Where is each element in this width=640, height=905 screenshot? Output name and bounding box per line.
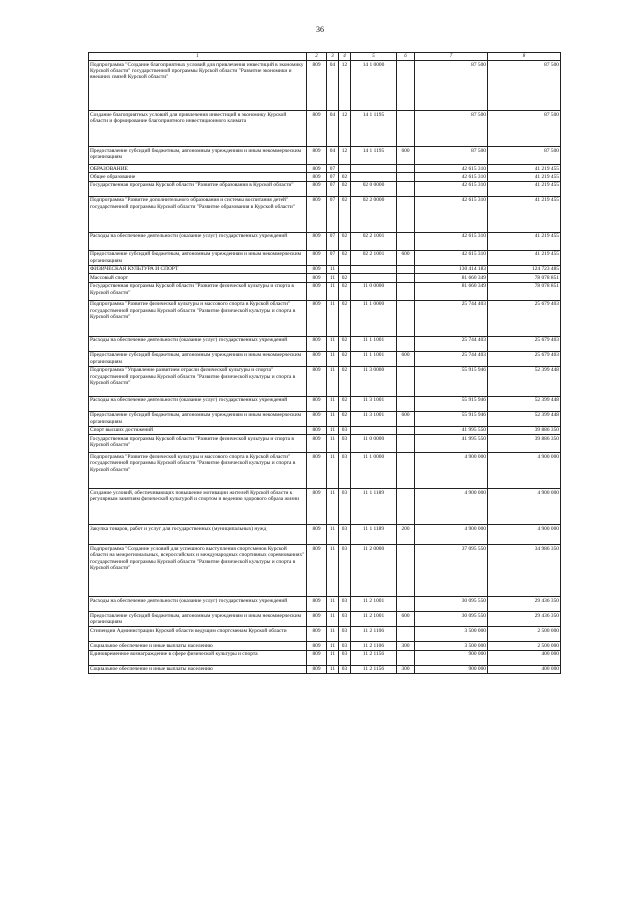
row-target-article: 14 1 1195 <box>351 111 397 147</box>
row-expense-type <box>397 181 415 196</box>
row-section: 11 <box>327 650 339 665</box>
row-code: 809 <box>307 650 327 665</box>
row-target-article: 02 2 1001 <box>351 232 397 250</box>
table-row <box>89 181 561 196</box>
row-target-article: 14 1 1195 <box>351 147 397 165</box>
row-amount-1: 30 095 550 <box>415 612 488 627</box>
row-subsection: 02 <box>339 181 351 196</box>
row-subsection: 12 <box>339 147 351 165</box>
row-expense-type <box>397 650 415 665</box>
row-code: 809 <box>307 250 327 265</box>
row-code: 809 <box>307 612 327 627</box>
row-amount-2: 25 679 403 <box>488 351 561 366</box>
row-code: 809 <box>307 435 327 453</box>
row-amount-1: 87 500 <box>415 147 488 165</box>
row-expense-type: 300 <box>397 642 415 650</box>
row-section: 11 <box>327 426 339 434</box>
table-row <box>89 453 561 489</box>
row-section: 07 <box>327 181 339 196</box>
row-subsection: 03 <box>339 627 351 642</box>
row-amount-1: 41 995 550 <box>415 426 488 434</box>
row-expense-type <box>397 366 415 396</box>
row-section: 11 <box>327 665 339 673</box>
row-name: Общее образование <box>89 173 307 181</box>
row-section: 11 <box>327 545 339 597</box>
row-target-article: 11 3 0000 <box>351 366 397 396</box>
row-code: 809 <box>307 232 327 250</box>
row-name: Подпрограмма "Развитие физической культуры и массового спорта в Курской области" государственной программы Курской области "Развитие физической культуры и спорта в Курской области" <box>89 453 307 489</box>
row-name: Государственная программа Курской области "Развитие образования в Курской области" <box>89 181 307 196</box>
row-target-article: 11 0 0000 <box>351 282 397 300</box>
row-name: Предоставление субсидий бюджетным, автономным учреждениям и иным некоммерческим организациям <box>89 612 307 627</box>
row-amount-2: 29 436 350 <box>488 612 561 627</box>
row-name: Закупка товаров, работ и услуг для государственных (муниципальных) нужд <box>89 525 307 545</box>
row-subsection: 02 <box>339 351 351 366</box>
row-expense-type <box>397 545 415 597</box>
row-subsection: 02 <box>339 196 351 232</box>
table-row <box>89 665 561 673</box>
row-name: Государственная программа Курской области "Развитие физической культуры и спорта в Курской области" <box>89 282 307 300</box>
row-amount-2: 124 723 485 <box>488 265 561 273</box>
row-amount-2: 400 000 <box>488 665 561 673</box>
row-section: 11 <box>327 282 339 300</box>
row-name: Расходы на обеспечение деятельности (оказание услуг) государственных учреждений <box>89 336 307 351</box>
row-subsection: 03 <box>339 650 351 665</box>
row-amount-2: 52 399 448 <box>488 396 561 411</box>
row-code: 809 <box>307 147 327 165</box>
row-amount-2: 2 500 000 <box>488 642 561 650</box>
row-code: 809 <box>307 111 327 147</box>
row-name: Расходы на обеспечение деятельности (оказание услуг) государственных учреждений <box>89 232 307 250</box>
row-subsection: 03 <box>339 665 351 673</box>
row-subsection: 03 <box>339 612 351 627</box>
table-row <box>89 300 561 336</box>
row-amount-1: 42 615 310 <box>415 196 488 232</box>
table-body <box>89 61 561 674</box>
row-amount-2: 2 500 000 <box>488 627 561 642</box>
row-amount-1: 81 660 349 <box>415 282 488 300</box>
row-expense-type <box>397 453 415 489</box>
row-expense-type <box>397 489 415 525</box>
row-expense-type: 600 <box>397 250 415 265</box>
row-target-article: 11 1 1001 <box>351 351 397 366</box>
row-name: Расходы на обеспечение деятельности (оказание услуг) государственных учреждений <box>89 396 307 411</box>
row-amount-2: 41 219 455 <box>488 250 561 265</box>
row-amount-2: 25 679 403 <box>488 336 561 351</box>
row-amount-2: 400 000 <box>488 650 561 665</box>
row-amount-1: 41 995 550 <box>415 435 488 453</box>
row-amount-2: 87 500 <box>488 61 561 111</box>
row-amount-1: 42 615 310 <box>415 173 488 181</box>
row-amount-2: 4 900 000 <box>488 489 561 525</box>
row-subsection: 02 <box>339 250 351 265</box>
row-code: 809 <box>307 282 327 300</box>
table-row <box>89 627 561 642</box>
row-code: 809 <box>307 165 327 173</box>
row-section: 07 <box>327 165 339 173</box>
row-code: 809 <box>307 181 327 196</box>
table-row <box>89 435 561 453</box>
row-subsection <box>339 265 351 273</box>
row-section: 11 <box>327 525 339 545</box>
row-amount-1: 55 915 946 <box>415 411 488 426</box>
row-target-article <box>351 173 397 181</box>
column-header: 8 <box>488 53 561 61</box>
table-row <box>89 147 561 165</box>
row-code: 809 <box>307 396 327 411</box>
row-amount-2: 41 219 455 <box>488 165 561 173</box>
row-amount-2: 78 078 851 <box>488 274 561 282</box>
row-amount-2: 4 900 000 <box>488 453 561 489</box>
row-amount-2: 41 219 455 <box>488 232 561 250</box>
row-expense-type <box>397 61 415 111</box>
table-row <box>89 265 561 273</box>
header-row <box>89 53 561 61</box>
row-amount-2: 39 886 350 <box>488 426 561 434</box>
row-section: 11 <box>327 597 339 612</box>
row-code: 809 <box>307 274 327 282</box>
row-section: 04 <box>327 111 339 147</box>
row-expense-type <box>397 336 415 351</box>
row-expense-type <box>397 396 415 411</box>
row-amount-1: 87 500 <box>415 111 488 147</box>
row-subsection: 03 <box>339 489 351 525</box>
row-amount-2: 34 986 350 <box>488 545 561 597</box>
row-code: 809 <box>307 627 327 642</box>
row-expense-type: 600 <box>397 612 415 627</box>
row-section: 11 <box>327 366 339 396</box>
row-name: Подпрограмма "Развитие физической культуры и массового спорта в Курской области" государственной программы Курской области "Развитие физической культуры и спорта в Курской области" <box>89 300 307 336</box>
row-section: 11 <box>327 642 339 650</box>
row-amount-2: 39 886 350 <box>488 435 561 453</box>
row-subsection: 02 <box>339 336 351 351</box>
row-amount-1: 42 615 310 <box>415 165 488 173</box>
row-name: Спорт высших достижений <box>89 426 307 434</box>
row-code: 809 <box>307 351 327 366</box>
row-target-article: 02 2 0000 <box>351 196 397 232</box>
row-amount-1: 900 000 <box>415 665 488 673</box>
row-subsection: 02 <box>339 366 351 396</box>
row-section: 07 <box>327 232 339 250</box>
row-expense-type <box>397 300 415 336</box>
row-amount-2: 25 679 403 <box>488 300 561 336</box>
row-code: 809 <box>307 426 327 434</box>
column-header: 3 <box>327 53 339 61</box>
row-subsection: 03 <box>339 642 351 650</box>
row-name: Подпрограмма "Создание благоприятных условий для привлечения инвестиций в экономику Курской области" государственной программы Курской области "Развитие экономики и внешних связей Курской области" <box>89 61 307 111</box>
row-section: 11 <box>327 435 339 453</box>
row-code: 809 <box>307 489 327 525</box>
table-row <box>89 165 561 173</box>
table-row <box>89 232 561 250</box>
row-subsection: 02 <box>339 396 351 411</box>
table-row <box>89 411 561 426</box>
row-amount-1: 87 500 <box>415 61 488 111</box>
row-expense-type <box>397 627 415 642</box>
row-code: 809 <box>307 642 327 650</box>
row-code: 809 <box>307 665 327 673</box>
row-code: 809 <box>307 545 327 597</box>
row-subsection: 12 <box>339 61 351 111</box>
row-code: 809 <box>307 173 327 181</box>
row-subsection: 02 <box>339 411 351 426</box>
row-expense-type: 600 <box>397 351 415 366</box>
column-header: 1 <box>89 53 307 61</box>
row-subsection: 02 <box>339 232 351 250</box>
row-expense-type: 600 <box>397 411 415 426</box>
column-header: 2 <box>307 53 327 61</box>
row-amount-1: 4 900 000 <box>415 525 488 545</box>
row-target-article: 11 2 1156 <box>351 650 397 665</box>
row-name: Предоставление субсидий бюджетным, автономным учреждениям и иным некоммерческим организациям <box>89 411 307 426</box>
row-name: Расходы на обеспечение деятельности (оказание услуг) государственных учреждений <box>89 597 307 612</box>
row-name: Единовременное вознаграждение в сфере физической культуры и спорта <box>89 650 307 665</box>
row-name: Создание благоприятных условий для привлечения инвестиций в экономику Курской области и формирование благоприятного инвестиционного климата <box>89 111 307 147</box>
row-code: 809 <box>307 336 327 351</box>
row-amount-2: 41 219 455 <box>488 196 561 232</box>
table-row <box>89 650 561 665</box>
row-target-article: 11 2 1106 <box>351 627 397 642</box>
row-subsection: 03 <box>339 453 351 489</box>
row-amount-1: 42 615 310 <box>415 181 488 196</box>
row-expense-type <box>397 426 415 434</box>
row-section: 11 <box>327 453 339 489</box>
row-amount-1: 81 660 349 <box>415 274 488 282</box>
row-target-article <box>351 165 397 173</box>
row-section: 11 <box>327 489 339 525</box>
table-row <box>89 612 561 627</box>
row-name: Предоставление субсидий бюджетным, автономным учреждениям и иным некоммерческим организациям <box>89 351 307 366</box>
row-target-article <box>351 274 397 282</box>
row-section: 04 <box>327 61 339 111</box>
row-amount-2: 52 399 448 <box>488 411 561 426</box>
table-row <box>89 642 561 650</box>
row-code: 809 <box>307 61 327 111</box>
row-name: Подпрограмма "Развитие дополнительного образования и системы воспитания детей" государственной программы Курской области "Развитие образования в Курской области" <box>89 196 307 232</box>
row-subsection: 02 <box>339 282 351 300</box>
table-row <box>89 426 561 434</box>
row-target-article: 11 2 1156 <box>351 665 397 673</box>
row-expense-type <box>397 274 415 282</box>
table-row <box>89 282 561 300</box>
budget-table <box>88 52 561 674</box>
row-subsection: 03 <box>339 525 351 545</box>
row-amount-1: 25 744 403 <box>415 300 488 336</box>
row-section: 07 <box>327 173 339 181</box>
row-expense-type <box>397 173 415 181</box>
row-code: 809 <box>307 411 327 426</box>
row-target-article: 11 2 1001 <box>351 612 397 627</box>
row-target-article: 11 3 1001 <box>351 411 397 426</box>
row-subsection: 03 <box>339 426 351 434</box>
row-target-article: 11 0 0000 <box>351 435 397 453</box>
row-expense-type <box>397 232 415 250</box>
row-code: 809 <box>307 300 327 336</box>
row-amount-2: 29 436 350 <box>488 597 561 612</box>
row-amount-1: 25 744 403 <box>415 336 488 351</box>
row-subsection: 02 <box>339 300 351 336</box>
row-expense-type <box>397 196 415 232</box>
row-subsection: 03 <box>339 545 351 597</box>
row-target-article: 11 2 0000 <box>351 545 397 597</box>
row-target-article: 11 3 1001 <box>351 396 397 411</box>
row-target-article <box>351 426 397 434</box>
row-amount-1: 30 095 550 <box>415 597 488 612</box>
page-number: 36 <box>316 25 324 34</box>
table-row <box>89 489 561 525</box>
table-row <box>89 545 561 597</box>
row-name: ОБРАЗОВАНИЕ <box>89 165 307 173</box>
table-row <box>89 351 561 366</box>
row-subsection: 03 <box>339 435 351 453</box>
row-code: 809 <box>307 453 327 489</box>
table-row <box>89 597 561 612</box>
row-subsection: 03 <box>339 597 351 612</box>
table-row <box>89 111 561 147</box>
row-amount-1: 37 095 550 <box>415 545 488 597</box>
table-row <box>89 366 561 396</box>
column-header: 4 <box>339 53 351 61</box>
table-row <box>89 173 561 181</box>
table-row <box>89 274 561 282</box>
row-expense-type: 300 <box>397 665 415 673</box>
table-row <box>89 336 561 351</box>
row-section: 11 <box>327 336 339 351</box>
row-amount-1: 4 900 000 <box>415 489 488 525</box>
row-name: Создание условий, обеспечивающих повышение мотивации жителей Курской области к регулярным занятиям физической культурой и спортом и ведению здорового образа жизни <box>89 489 307 525</box>
row-section: 11 <box>327 627 339 642</box>
row-amount-1: 4 900 000 <box>415 453 488 489</box>
row-section: 11 <box>327 265 339 273</box>
row-subsection: 12 <box>339 111 351 147</box>
row-expense-type <box>397 435 415 453</box>
row-amount-2: 41 219 455 <box>488 173 561 181</box>
row-target-article: 11 1 1001 <box>351 336 397 351</box>
row-amount-1: 42 615 310 <box>415 250 488 265</box>
row-name: Стипендии Администрации Курской области ведущим спортсменам Курской области <box>89 627 307 642</box>
row-target-article: 11 1 1189 <box>351 489 397 525</box>
row-target-article: 11 1 0000 <box>351 300 397 336</box>
row-amount-2: 41 219 455 <box>488 181 561 196</box>
row-name: Массовый спорт <box>89 274 307 282</box>
row-name: Социальное обеспечение и иные выплаты населению <box>89 642 307 650</box>
row-section: 11 <box>327 300 339 336</box>
row-expense-type: 600 <box>397 147 415 165</box>
table-row <box>89 250 561 265</box>
row-section: 07 <box>327 250 339 265</box>
row-expense-type <box>397 111 415 147</box>
row-amount-1: 25 744 403 <box>415 351 488 366</box>
row-subsection: 02 <box>339 274 351 282</box>
row-section: 11 <box>327 411 339 426</box>
row-section: 11 <box>327 396 339 411</box>
row-target-article: 11 2 1001 <box>351 597 397 612</box>
row-section: 11 <box>327 274 339 282</box>
row-amount-1: 3 500 000 <box>415 627 488 642</box>
row-expense-type <box>397 282 415 300</box>
row-expense-type <box>397 265 415 273</box>
row-expense-type <box>397 597 415 612</box>
row-code: 809 <box>307 597 327 612</box>
row-target-article: 11 2 1106 <box>351 642 397 650</box>
column-header: 6 <box>397 53 415 61</box>
row-code: 809 <box>307 525 327 545</box>
row-target-article: 14 1 0000 <box>351 61 397 111</box>
row-amount-2: 52 399 448 <box>488 366 561 396</box>
column-header: 7 <box>415 53 488 61</box>
row-name: ФИЗИЧЕСКАЯ КУЛЬТУРА И СПОРТ <box>89 265 307 273</box>
row-expense-type <box>397 165 415 173</box>
table-row <box>89 525 561 545</box>
row-code: 809 <box>307 196 327 232</box>
row-target-article <box>351 265 397 273</box>
row-amount-2: 87 500 <box>488 111 561 147</box>
row-section: 04 <box>327 147 339 165</box>
row-amount-1: 900 000 <box>415 650 488 665</box>
row-name: Подпрограмма "Управление развитием отрасли физической культуры и спорта" государственной программы Курской области "Развитие физической культуры и спорта в Курской области" <box>89 366 307 396</box>
column-header: 5 <box>351 53 397 61</box>
row-amount-1: 3 500 000 <box>415 642 488 650</box>
row-amount-2: 78 078 851 <box>488 282 561 300</box>
row-name: Предоставление субсидий бюджетным, автономным учреждениям и иным некоммерческим организациям <box>89 147 307 165</box>
row-name: Подпрограмма "Создание условий для успешного выступления спортсменов Курской области на межрегиональных, всероссийских и международных спортивных соревнованиях" государственной программы Курской области "Развитие физической культуры и спорта в Курской области" <box>89 545 307 597</box>
row-subsection <box>339 165 351 173</box>
row-section: 11 <box>327 612 339 627</box>
row-amount-2: 4 900 000 <box>488 525 561 545</box>
row-name: Предоставление субсидий бюджетным, автономным учреждениям и иным некоммерческим организациям <box>89 250 307 265</box>
row-name: Социальное обеспечение и иные выплаты населению <box>89 665 307 673</box>
table-row <box>89 396 561 411</box>
row-name: Государственная программа Курской области "Развитие физической культуры и спорта в Курской области" <box>89 435 307 453</box>
row-amount-1: 42 615 310 <box>415 232 488 250</box>
table-row <box>89 196 561 232</box>
row-target-article: 02 2 1001 <box>351 250 397 265</box>
row-section: 07 <box>327 196 339 232</box>
row-amount-1: 130 414 183 <box>415 265 488 273</box>
row-target-article: 11 1 0000 <box>351 453 397 489</box>
row-amount-1: 55 915 946 <box>415 366 488 396</box>
row-amount-1: 55 915 946 <box>415 396 488 411</box>
row-code: 809 <box>307 366 327 396</box>
row-code: 809 <box>307 265 327 273</box>
row-subsection: 02 <box>339 173 351 181</box>
row-amount-2: 87 500 <box>488 147 561 165</box>
table-row <box>89 61 561 111</box>
row-target-article: 11 1 1189 <box>351 525 397 545</box>
row-expense-type: 200 <box>397 525 415 545</box>
row-section: 11 <box>327 351 339 366</box>
row-target-article: 02 0 0000 <box>351 181 397 196</box>
